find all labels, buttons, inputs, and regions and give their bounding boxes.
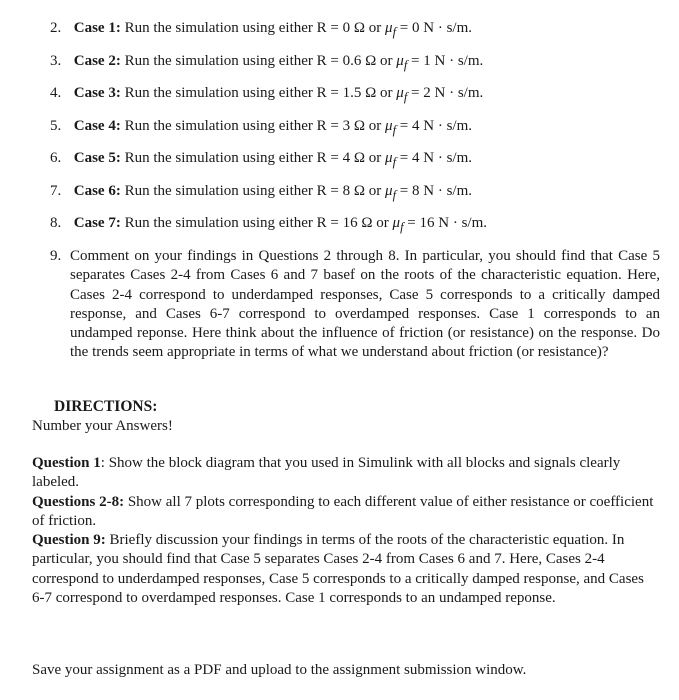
question-item bbox=[32, 531, 658, 608]
list-item bbox=[50, 110, 660, 143]
mu-symbol: μ bbox=[392, 215, 401, 231]
question-text: Show the block diagram that you used in Simulink with all blocks and signals clearly labeled. bbox=[32, 455, 621, 491]
mu-subscript: f bbox=[392, 187, 397, 202]
resistance-value: R = 0 Ω bbox=[316, 20, 366, 36]
friction-value: = 2 N · s/m. bbox=[411, 85, 484, 101]
question-separator: : bbox=[100, 532, 106, 549]
case-text: Run the simulation using either bbox=[124, 85, 313, 101]
question-label: Questions 2-8 bbox=[32, 493, 120, 510]
friction-value: = 4 N · s/m. bbox=[399, 150, 473, 166]
mu-subscript: f bbox=[403, 90, 408, 104]
mu-symbol: μ bbox=[385, 20, 393, 36]
friction-value: = 4 N · s/m. bbox=[399, 117, 473, 134]
resistance-value: R = 1.5 Ω bbox=[316, 85, 377, 101]
resistance-value: R = 3 Ω bbox=[316, 117, 366, 134]
case-label: Case 3: bbox=[73, 85, 121, 101]
or-word: or bbox=[380, 52, 393, 69]
case-label: Case 7: bbox=[73, 215, 121, 231]
case-label: Case 1: bbox=[73, 20, 121, 36]
mu-subscript: f bbox=[400, 220, 404, 234]
mu-symbol: μ bbox=[385, 117, 393, 134]
case-text: Run the simulation using either bbox=[124, 52, 313, 69]
or-word: or bbox=[368, 20, 382, 36]
question-text: Show all 7 plots corresponding to each different value of either resistance or coefficient of friction. bbox=[32, 493, 654, 529]
friction-value: = 16 N · s/m. bbox=[407, 215, 488, 231]
comment-question-item bbox=[50, 247, 660, 363]
resistance-value: R = 0.6 Ω bbox=[316, 52, 377, 69]
item-number: 7. bbox=[50, 182, 62, 199]
submission-note: Save your assignment as a PDF and upload to the assignment submission window. bbox=[32, 662, 527, 678]
mu-subscript: f bbox=[392, 155, 397, 169]
mu-symbol: μ bbox=[396, 52, 404, 69]
case-label: Case 4: bbox=[73, 117, 121, 134]
mu-symbol: μ bbox=[385, 182, 393, 199]
item-number: 4. bbox=[50, 85, 62, 101]
question-label: Question 1 bbox=[32, 455, 101, 471]
list-item bbox=[50, 142, 660, 175]
or-word: or bbox=[368, 182, 382, 199]
case-text: Run the simulation using either bbox=[124, 117, 313, 134]
list-item bbox=[50, 77, 660, 110]
resistance-value: R = 16 Ω bbox=[316, 215, 373, 231]
question-item bbox=[32, 493, 658, 532]
item-number: 2. bbox=[50, 20, 62, 36]
mu-symbol: μ bbox=[396, 85, 404, 101]
mu-subscript: f bbox=[392, 122, 397, 137]
resistance-value: R = 8 Ω bbox=[316, 182, 366, 199]
friction-value: = 1 N · s/m. bbox=[411, 52, 484, 69]
case-text: Run the simulation using either bbox=[124, 215, 313, 231]
item-number: 6. bbox=[50, 150, 62, 166]
case-label: Case 6: bbox=[73, 182, 121, 199]
case-label: Case 2: bbox=[73, 52, 121, 69]
comment-question-text: Comment on your findings in Questions 2 through 8. In particular, you should find that Case 5 separates Cases 2-4 from Cases 6 and 7 basef on the roots of the characteristic equation. Here, Cases 2-4 correspond to underdamped responses, Case 5 corresponds to a critically damped response, and Cases 6-7 correspond to overdamped responses. Case 1 corresponds to an undamped reponse. Here think about the influence of friction (or resistance) on the response. Do the trends seem appropriate in terms of what we understand about friction (or resistance)? bbox=[70, 248, 660, 361]
list-item bbox=[50, 207, 660, 240]
or-word: or bbox=[368, 117, 382, 134]
list-item bbox=[50, 45, 660, 78]
item-number: 5. bbox=[50, 117, 62, 134]
or-word: or bbox=[376, 215, 389, 231]
item-number: 9. bbox=[50, 248, 62, 264]
item-number: 8. bbox=[50, 215, 62, 231]
case-text: Run the simulation using either bbox=[124, 20, 313, 36]
friction-value: = 0 N · s/m. bbox=[399, 20, 473, 36]
case-label: Case 5: bbox=[73, 150, 121, 166]
resistance-value: R = 4 Ω bbox=[316, 150, 366, 166]
case-list bbox=[50, 12, 660, 240]
question-list bbox=[32, 454, 658, 608]
case-text: Run the simulation using either bbox=[124, 150, 313, 166]
question-item bbox=[32, 454, 658, 493]
or-word: or bbox=[380, 85, 393, 101]
friction-value: = 8 N · s/m. bbox=[399, 182, 473, 199]
number-answers-note: Number your Answers! bbox=[32, 418, 173, 434]
list-item bbox=[50, 175, 660, 208]
directions-heading: DIRECTIONS: bbox=[54, 398, 158, 415]
question-label: Question 9 bbox=[32, 532, 101, 549]
list-item bbox=[50, 12, 660, 45]
question-text: Briefly discussion your findings in terms of the roots of the characteristic equation. In particular, you should find that Case 5 separates Cases 2-4 from Cases 6 and 7. Here, Cases 2-4 correspond to underdamped responses, Case 5 corresponds to a critically damped response, and Cases 6-7 correspond to overdamped responses. Case 1 corresponds to an undamped reponse. bbox=[32, 532, 644, 607]
item-number: 3. bbox=[50, 52, 62, 69]
mu-subscript: f bbox=[403, 57, 408, 72]
mu-subscript: f bbox=[392, 25, 397, 39]
or-word: or bbox=[368, 150, 382, 166]
case-text: Run the simulation using either bbox=[124, 182, 313, 199]
question-separator: : bbox=[100, 455, 105, 471]
mu-symbol: μ bbox=[385, 150, 393, 166]
question-separator: : bbox=[119, 493, 125, 510]
